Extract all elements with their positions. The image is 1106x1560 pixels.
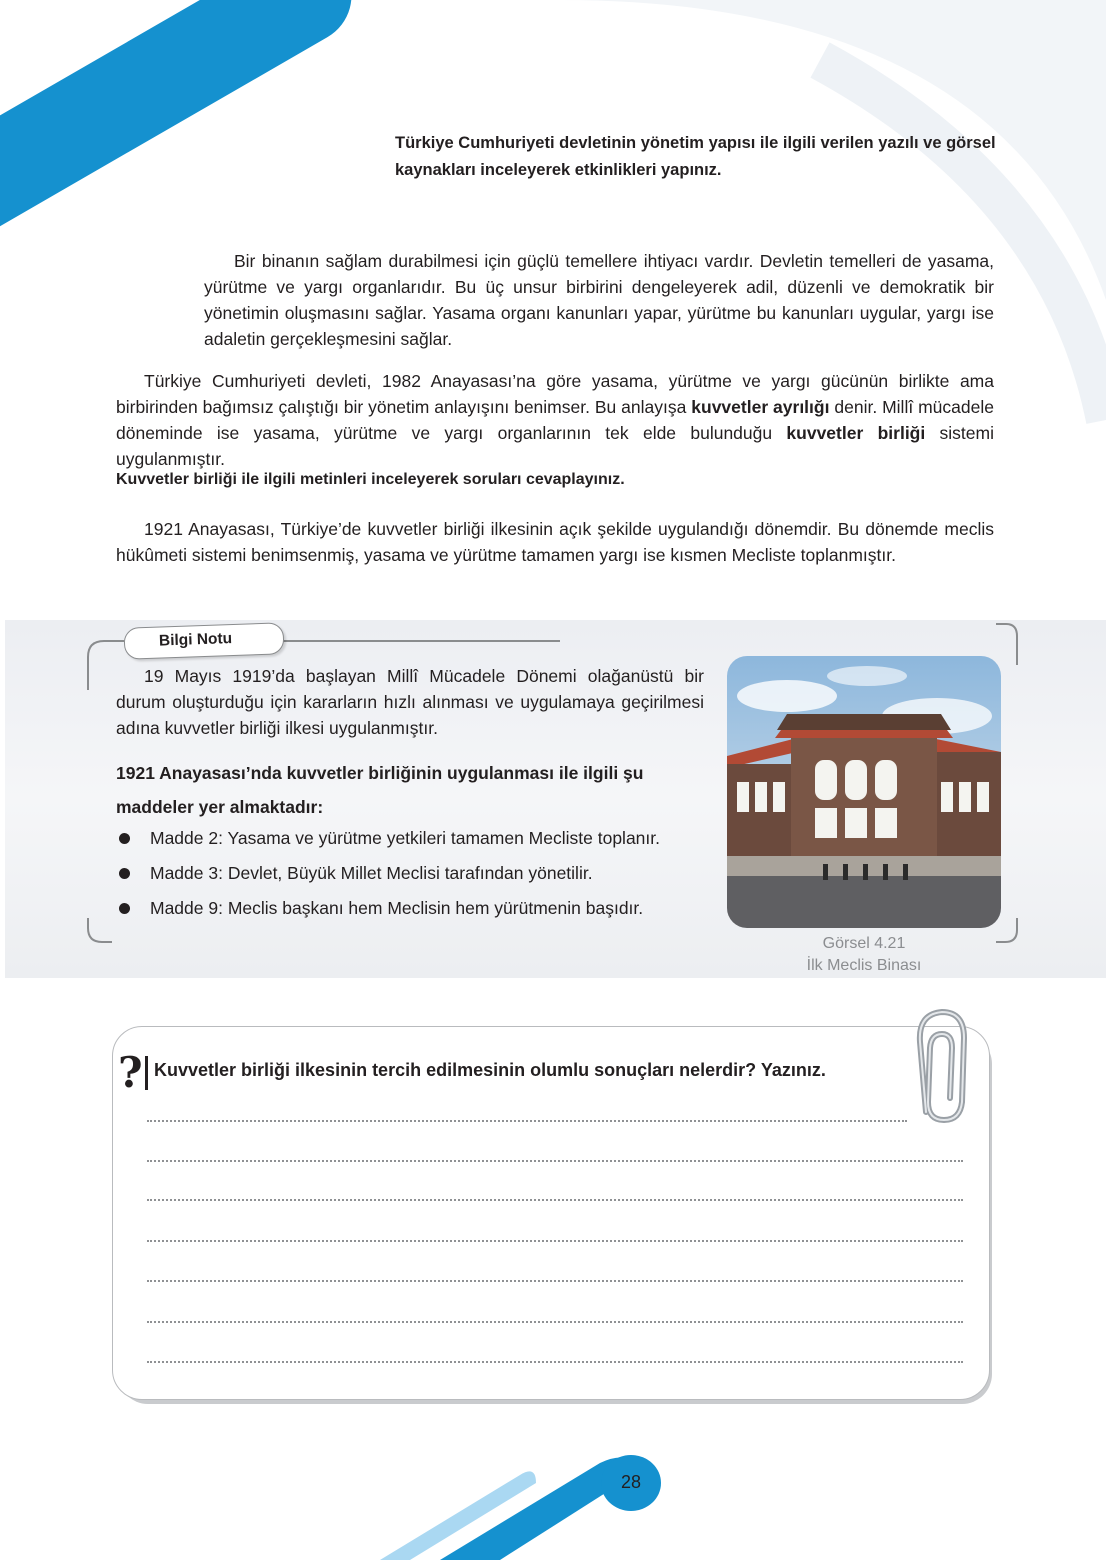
article-2: Madde 2: Yasama ve yürütme yetkileri tamamen Mecliste toplanır. (150, 828, 660, 848)
answer-line[interactable] (147, 1280, 963, 1282)
list-item (116, 896, 706, 920)
list-item (116, 861, 706, 885)
answer-line[interactable] (147, 1199, 963, 1201)
p2-text-b: denir. Millî mücadele döneminde ise yasama, yürütme ve yargı organlarının tek elde bulunduğu (116, 396, 994, 443)
answer-line[interactable] (147, 1120, 907, 1122)
open-book-icon (84, 205, 146, 261)
paragraph-separation-of-powers (116, 368, 994, 472)
info-note-tab-label: Bilgi Notu (158, 630, 233, 650)
info-note-tab (123, 622, 284, 660)
figure-label: Görsel 4.21 (822, 935, 906, 952)
list-item (116, 826, 706, 850)
term-kuvvetler-birligi: kuvvetler birliği (786, 422, 926, 443)
footer-decoration (370, 1435, 710, 1560)
question-divider (145, 1056, 148, 1090)
p2-text-a: Türkiye Cumhuriyeti devleti, 1982 Anayasası’na göre yasama, yürütme ve yargı gücünün birlikte ama birbirinden bağımsız çalıştığı bir yönetim anlayışını benimser. Bu anlayışa (116, 370, 994, 417)
bullet-icon (119, 868, 130, 879)
info-note-subheading: 1921 Anayasası’nda kuvvetler birliğinin uygulanması ile ilgili şu maddeler yer almaktadır: (116, 763, 644, 817)
p2-text-c: sistemi uygulanmıştır. (116, 422, 994, 469)
info-note-text: 19 Mayıs 1919’da başlayan Millî Mücadele Dönemi olağanüstü bir durum oluşturduğu için kararların hızlı alınması ve uygulamaya geçirilmesi adına kuvvetler birliği ilkesi uygulanmıştır. (116, 666, 704, 738)
term-kuvvetler-ayriligi: kuvvetler ayrılığı (691, 396, 830, 417)
question-box (112, 1026, 990, 1400)
paragraph-1921-constitution: 1921 Anayasası, Türkiye’de kuvvetler birliği ilkesinin açık şekilde uygulandığı dönemdir. Bu dönemde meclis hükûmeti sistemi benimsenmiş, yasama ve yürütme tamamen yargı ise kısmen Mecliste toplanmıştır. (116, 518, 994, 565)
section-title: ÖĞRENELİM (182, 72, 328, 170)
question-text: Kuvvetler birliği ilkesinin tercih edilmesinin olumlu sonuçları nelerdir? Yazınız. (154, 1060, 826, 1080)
paperclip-icon (906, 1002, 976, 1127)
answer-line[interactable] (147, 1160, 963, 1162)
answer-line[interactable] (147, 1321, 963, 1323)
page-number: 28 (620, 1472, 642, 1492)
answer-line[interactable] (147, 1240, 963, 1242)
article-9: Madde 9: Meclis başkanı hem Meclisin hem yürütmenin başıdır. (150, 898, 644, 918)
parliament-building-photo (727, 656, 1001, 928)
question-mark-icon: ? (118, 1048, 143, 1097)
bullet-icon (119, 903, 130, 914)
intro-heading: Türkiye Cumhuriyeti devletinin yönetim yapısı ile ilgili verilen yazılı ve görsel kaynakları inceleyerek etkinlikleri yapınız. (395, 134, 996, 179)
answer-line[interactable] (147, 1361, 963, 1363)
bullet-icon (119, 833, 130, 844)
paragraph-foundations: Bir binanın sağlam durabilmesi için güçlü temellere ihtiyacı vardır. Devletin temelleri de yasama, yürütme ve yargı organlarıdır. Bu üç unsur birbirini dengeleyerek adil, düzenli ve demokratik bir yönetimin oluşmasını sağlar. Yasama organı kanunları yapar, yürütme bu kanunları uygular, yargı ise adaletin gerçekleşmesini sağlar. (204, 250, 994, 349)
article-list (116, 826, 706, 931)
activity-heading: Kuvvetler birliği ile ilgili metinleri inceleyerek soruları cevaplayınız. (116, 471, 625, 488)
article-3: Madde 3: Devlet, Büyük Millet Meclisi tarafından yönetilir. (150, 863, 593, 883)
figure-title: İlk Meclis Binası (806, 957, 922, 974)
page-number-badge (601, 1455, 661, 1511)
figure-caption (770, 933, 958, 977)
